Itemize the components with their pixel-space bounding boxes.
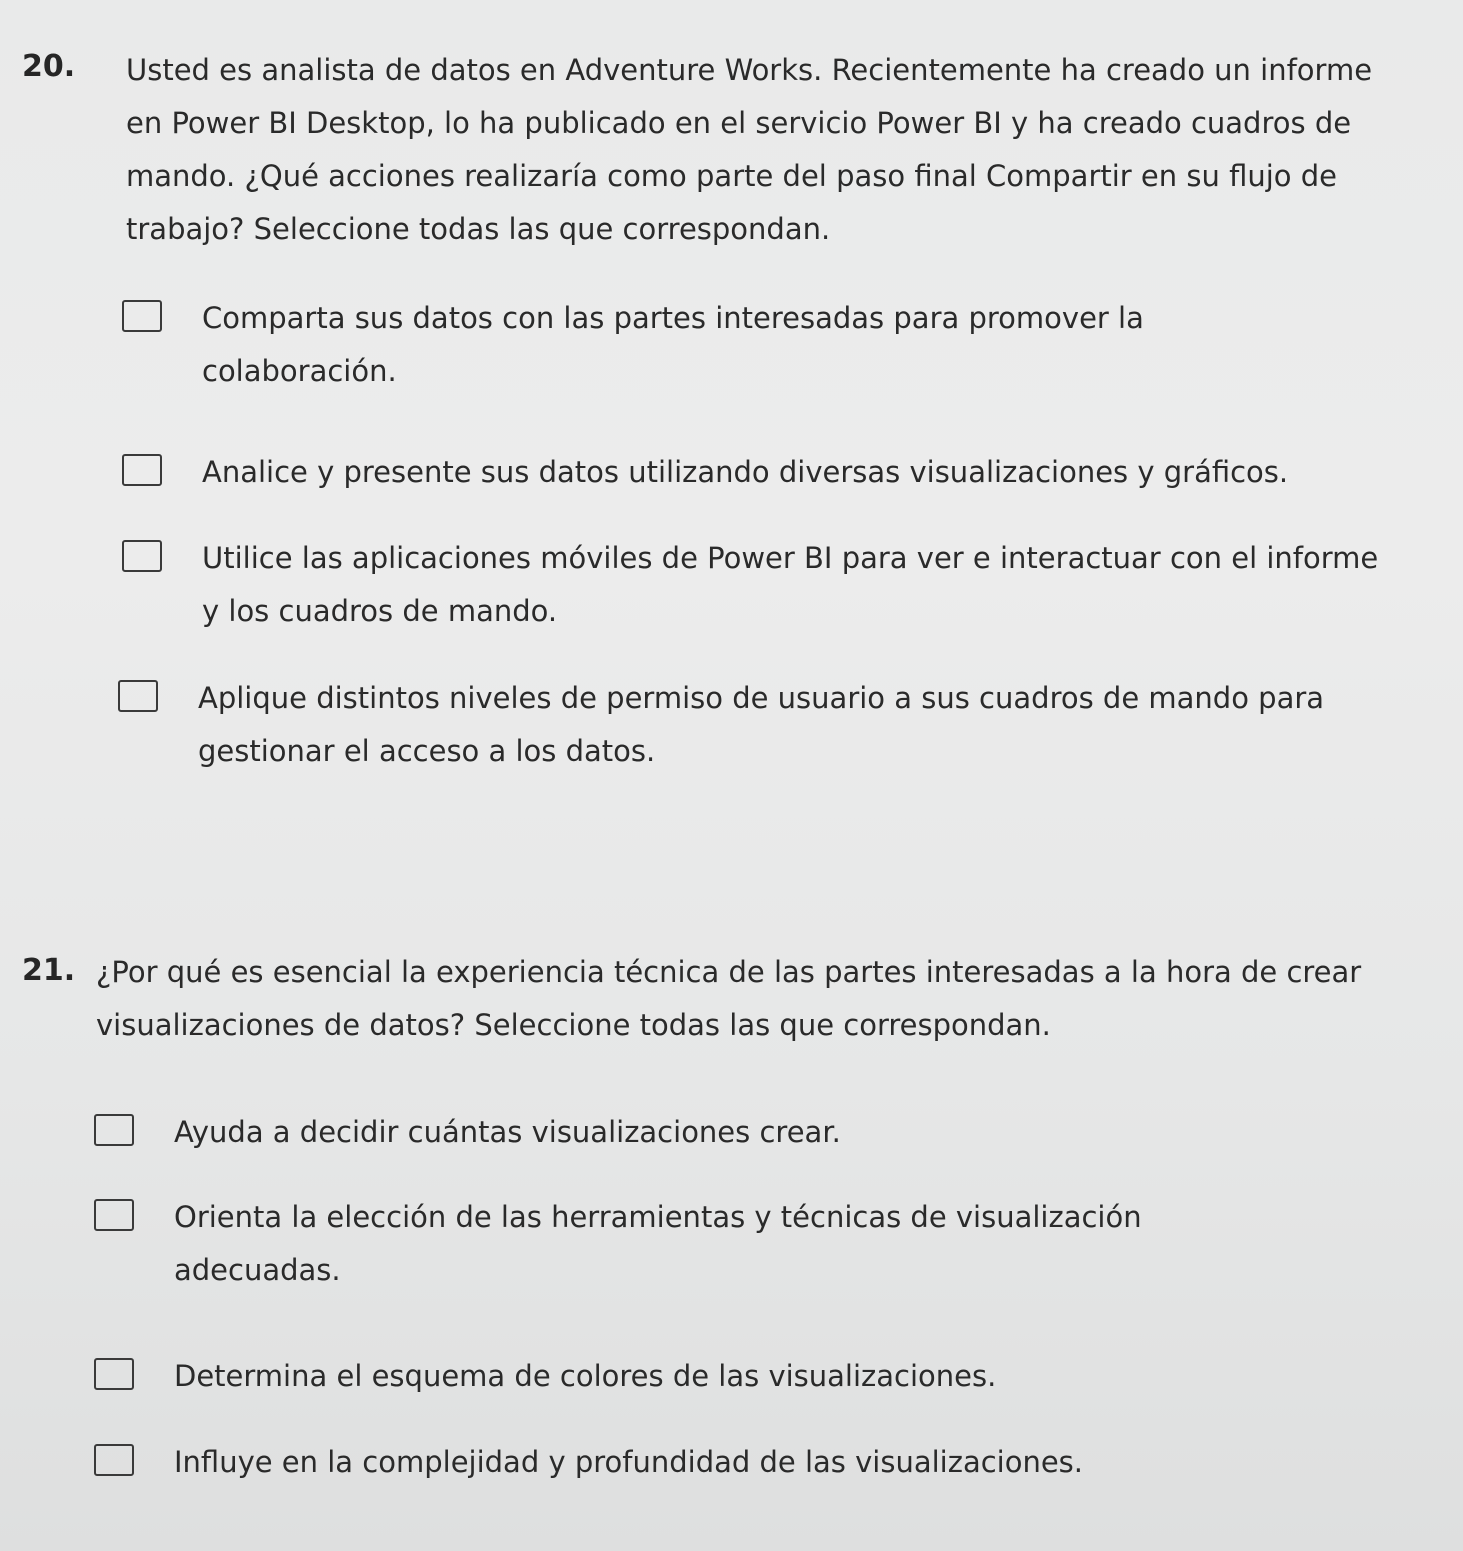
option-label: Influye en la complejidad y profundidad de las visualizaciones.: [174, 1445, 1084, 1479]
question-number: 21.: [22, 953, 76, 988]
answer-option[interactable]: [94, 1191, 1394, 1301]
question-text: ¿Por qué es esencial la experiencia técnica de las partes interesadas a la hora de crear visualizaciones de datos? Seleccione todas las que correspondan.: [96, 955, 1362, 1042]
answer-option[interactable]: [122, 446, 1422, 501]
question-text: Usted es analista de datos en Adventure Works. Recientemente ha creado un informe en Power BI Desktop, lo ha publicado en el servicio Power BI y ha creado cuadros de mando. ¿Qué acciones realizaría como parte del paso final Compartir en su flujo de trabajo? Seleccione todas las que correspondan.: [126, 53, 1373, 246]
answer-option[interactable]: [122, 292, 1422, 402]
option-label: Analice y presente sus datos utilizando diversas visualizaciones y gráficos.: [202, 455, 1289, 489]
option-label: Aplique distintos niveles de permiso de usuario a sus cuadros de mando para gestionar el acceso a los datos.: [198, 681, 1325, 768]
checkbox[interactable]: [94, 1199, 134, 1231]
checkbox[interactable]: [94, 1114, 134, 1146]
checkbox[interactable]: [122, 300, 162, 332]
checkbox[interactable]: [118, 680, 158, 712]
option-label: Determina el esquema de colores de las visualizaciones.: [174, 1359, 997, 1393]
option-label: Utilice las aplicaciones móviles de Power BI para ver e interactuar con el informe y los cuadros de mando.: [202, 541, 1379, 628]
checkbox[interactable]: [122, 454, 162, 486]
answer-option[interactable]: [118, 672, 1428, 782]
checkbox[interactable]: [94, 1358, 134, 1390]
option-label: Ayuda a decidir cuántas visualizaciones crear.: [174, 1115, 841, 1149]
answer-option[interactable]: [94, 1106, 1394, 1161]
answer-option[interactable]: [94, 1350, 1394, 1405]
option-label: Orienta la elección de las herramientas y técnicas de visualización adecuadas.: [174, 1200, 1142, 1287]
checkbox[interactable]: [94, 1444, 134, 1476]
answer-option[interactable]: [94, 1436, 1394, 1491]
answer-option[interactable]: [122, 532, 1422, 642]
option-label: Comparta sus datos con las partes interesadas para promover la colaboración.: [202, 301, 1144, 388]
question-number: 20.: [22, 49, 76, 84]
checkbox[interactable]: [122, 540, 162, 572]
